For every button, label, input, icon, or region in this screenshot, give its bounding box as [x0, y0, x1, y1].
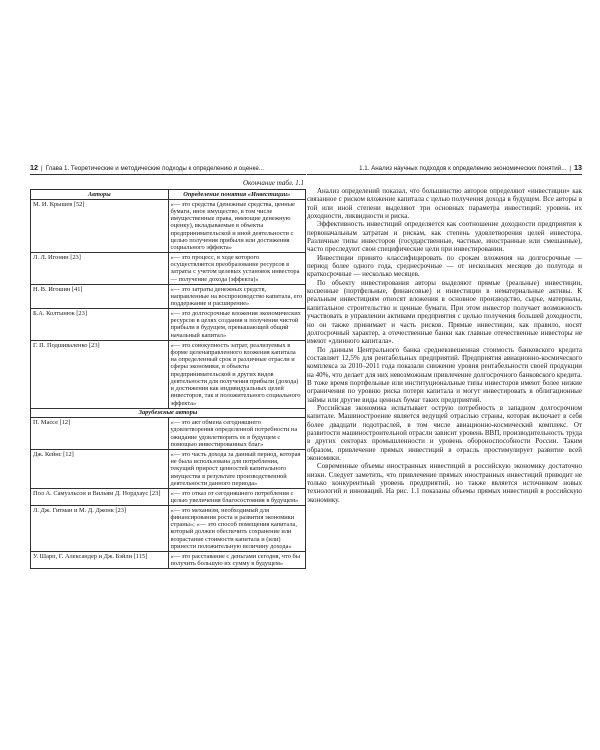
right-page: [307, 163, 582, 504]
author-cell: М. И. Крышев [52]: [31, 199, 169, 252]
paragraph: По объекту инвестирования авторы выделяют прямые (реальные) инвестиции, косвенные (портфельные, финансовые) и инвестиции в нематериальные активы. К реальным инвестициям относят вложения в основное производство, сырье, материалы, капитальное строительство и ценные бумаги. При этом инвестор получает возможность участвовать в управлении активами предприятия с целью получения большей доходности, но он также принимает и часть рисков. Прямые инвестиции, как правило, носят долгосрочный характер, а отечественные банки как главные отечественные инвесторы не имеют «длинного капитала».: [307, 278, 582, 346]
definition-cell: «— это затраты денежных средств, направленные на воспроизводство капитала, его поддержание и расширение»: [168, 284, 306, 308]
author-cell: У. Шарп, Г. Александер и Дж. Бэйли [115]: [31, 552, 169, 569]
author-cell: Л. Дж. Гитман и М. Д. Джонк [23]: [31, 505, 169, 551]
definition-cell: «— это совокупность затрат, реализуемых в форме целенаправленного вложения капитала на определенный срок в различные отрасли и сферы экономики, в объекты предпринимательской и других видов деятельности для получения прибыли (дохода) и достижения как индивидуальных целей инвесторов, так и положительного социального эффекта»: [168, 340, 306, 408]
paragraph: Эффективность инвестиций определяется как соотношение доходности предприятия к первоначальным затратам и рискам, как степень удовлетворения целей инвестора. Различные типы инвесторов (государственные, частные, иностранные или смешанные), часто преследуют свои специфические цели при инвестировании.: [307, 220, 582, 254]
author-cell: Л. Л. Игонин [23]: [31, 253, 169, 285]
running-title: 1.1. Анализ научных подходов к определению экономических понятий...: [359, 165, 567, 172]
running-title: Глава 1. Теоретические и методические подходы к определению и оценке...: [45, 165, 264, 172]
paragraph: Российская экономика испытывает острую потребность в западном долгосрочном капитале. Машиностроение является ведущей отраслью страны, которая включает в себя более двадцати подотраслей, в том числе авиационно-космический комплекс. От развитости машиностроительной отрасли зависит уровень ВВП, производительность труда в других секторах промышленности и уровень обороноспособности России. Таким образом, привлечение прямых инвестиций в отрасль простимулирует развитие всей экономики.: [307, 403, 582, 462]
definition-cell: «— это долгосрочные вложения экономических ресурсов в целях создания и получения чистой прибыли в будущем, превышающей общий начальный капитал»: [168, 309, 306, 341]
table-row: [31, 340, 306, 408]
table-caption: Окончание табл. 1.1: [243, 179, 304, 187]
definition-cell: «— это часть дохода за данный период, которая не была использована для потребления, текущий прирост ценностей капитального имущества в результате производственной деятельности данного периода»: [168, 450, 306, 489]
left-page-header: 12 | Глава 1. Теоретические и методические подходы к определению и оценке...: [30, 163, 306, 175]
table-row: [31, 552, 306, 569]
section-label: Зарубежные авторы: [31, 408, 306, 418]
table-row: [31, 488, 306, 505]
table-row: [31, 253, 306, 285]
table-section-row: [31, 408, 306, 418]
table-row: [31, 284, 306, 308]
definition-cell: «— это средства (денежные средства, ценные бумаги, иное имущество, в том числе имущественные права, имеющие денежную оценку), вкладываемые в объекты предпринимательской и иной деятельности с целью получения прибыли или достижения социального эффекта»: [168, 199, 306, 252]
definition-cell: «— это процесс, в ходе которого осуществляется преобразование ресурсов в затраты с учетом целевых установок инвестора — получение дохода (эффекта)»: [168, 253, 306, 285]
table-header-row: [31, 190, 306, 200]
definitions-table: [30, 189, 306, 569]
table-header-definition: Определение понятия «Инвестиции»: [168, 190, 306, 200]
table-row: [31, 418, 306, 450]
author-cell: Г. П. Подшиваленко [23]: [31, 340, 169, 408]
table-row: [31, 450, 306, 489]
page-number: 13: [574, 163, 582, 172]
paragraph: Инвестиции принято классифицировать по срокам вложения на долгосрочные — период более одного года, среднесрочные — от нескольких месяцев до полугода и краткосрочные — несколько месяцев.: [307, 253, 582, 279]
definition-cell: «— это механизм, необходимый для финансирования роста и развития экономики страны»; «— это способ помещения капитала, который должен обеспечить сохранение или возрастание стоимости капитала и (или) принести положительную величину дохода»: [168, 505, 306, 551]
right-page-header: 1.1. Анализ научных подходов к определению экономических понятий... | 13: [307, 163, 582, 175]
author-cell: Б.А. Колтынюк [23]: [31, 309, 169, 341]
paragraph: По данным Центрального банка средневзвешенная стоимость банковского кредита составляет 12,5% для рентабельных предприятий. Предприятия авиационно-космического комплекса за 2010–2011 года показали снижение уровня рентабельности своей продукции на 40%, что делает для них невозможным привлечение долгосрочного банковского кредита. В тоже время портфельные или институциональные типы инвесторов имеют более низкие ограничения по уровню риска потери капитала и могут инвестировать в облигационные займы или другие виды ценных бумаг таких предприятий.: [307, 345, 582, 404]
definition-cell: «— это акт обмена сегодняшнего удовлетворения определенной потребности на ожидание удовлетворить ее в будущем с помощью инвестированных благ»: [168, 418, 306, 450]
body-text: [307, 187, 582, 504]
left-page: [30, 163, 306, 569]
page-number: 12: [30, 163, 38, 172]
author-cell: Дж. Кейнс [12]: [31, 450, 169, 489]
author-cell: Пол А. Самуэльсон и Вильям Д. Нордхаус [23]: [31, 488, 169, 505]
definition-cell: «— это отказ от сегодняшнего потребления с целью увеличения благосостояния в будущем»: [168, 488, 306, 505]
author-cell: П. Массе [12]: [31, 418, 169, 450]
table-row: [31, 505, 306, 551]
author-cell: Н. В. Игошин [41]: [31, 284, 169, 308]
definition-cell: «— это расставание с деньгами сегодня, что бы получить большую их сумму в будущем»: [168, 552, 306, 569]
table-row: [31, 309, 306, 341]
table-header-authors: Авторы: [31, 190, 169, 200]
paragraph: Анализ определений показал, что большинство авторов определяют «инвестиции» как связанное с риском вложение капитала с целью получения дохода в будущем. Все авторы в той или иной степени выделяют три основных параметра инвестиций: уровень их доходности, ликвидности и риска.: [307, 187, 582, 221]
table-row: [31, 199, 306, 252]
paragraph: Современные объемы иностранных инвестиций в российскую экономику достаточно низки. Следует заметить, что привлечение прямых иностранных инвестиций приводит не только конкурентный уровень предприятий, но также является источником новых технологий и инноваций. На рис. 1.1 показаны объемы прямых инвестиций в российскую экономику.: [307, 462, 582, 504]
